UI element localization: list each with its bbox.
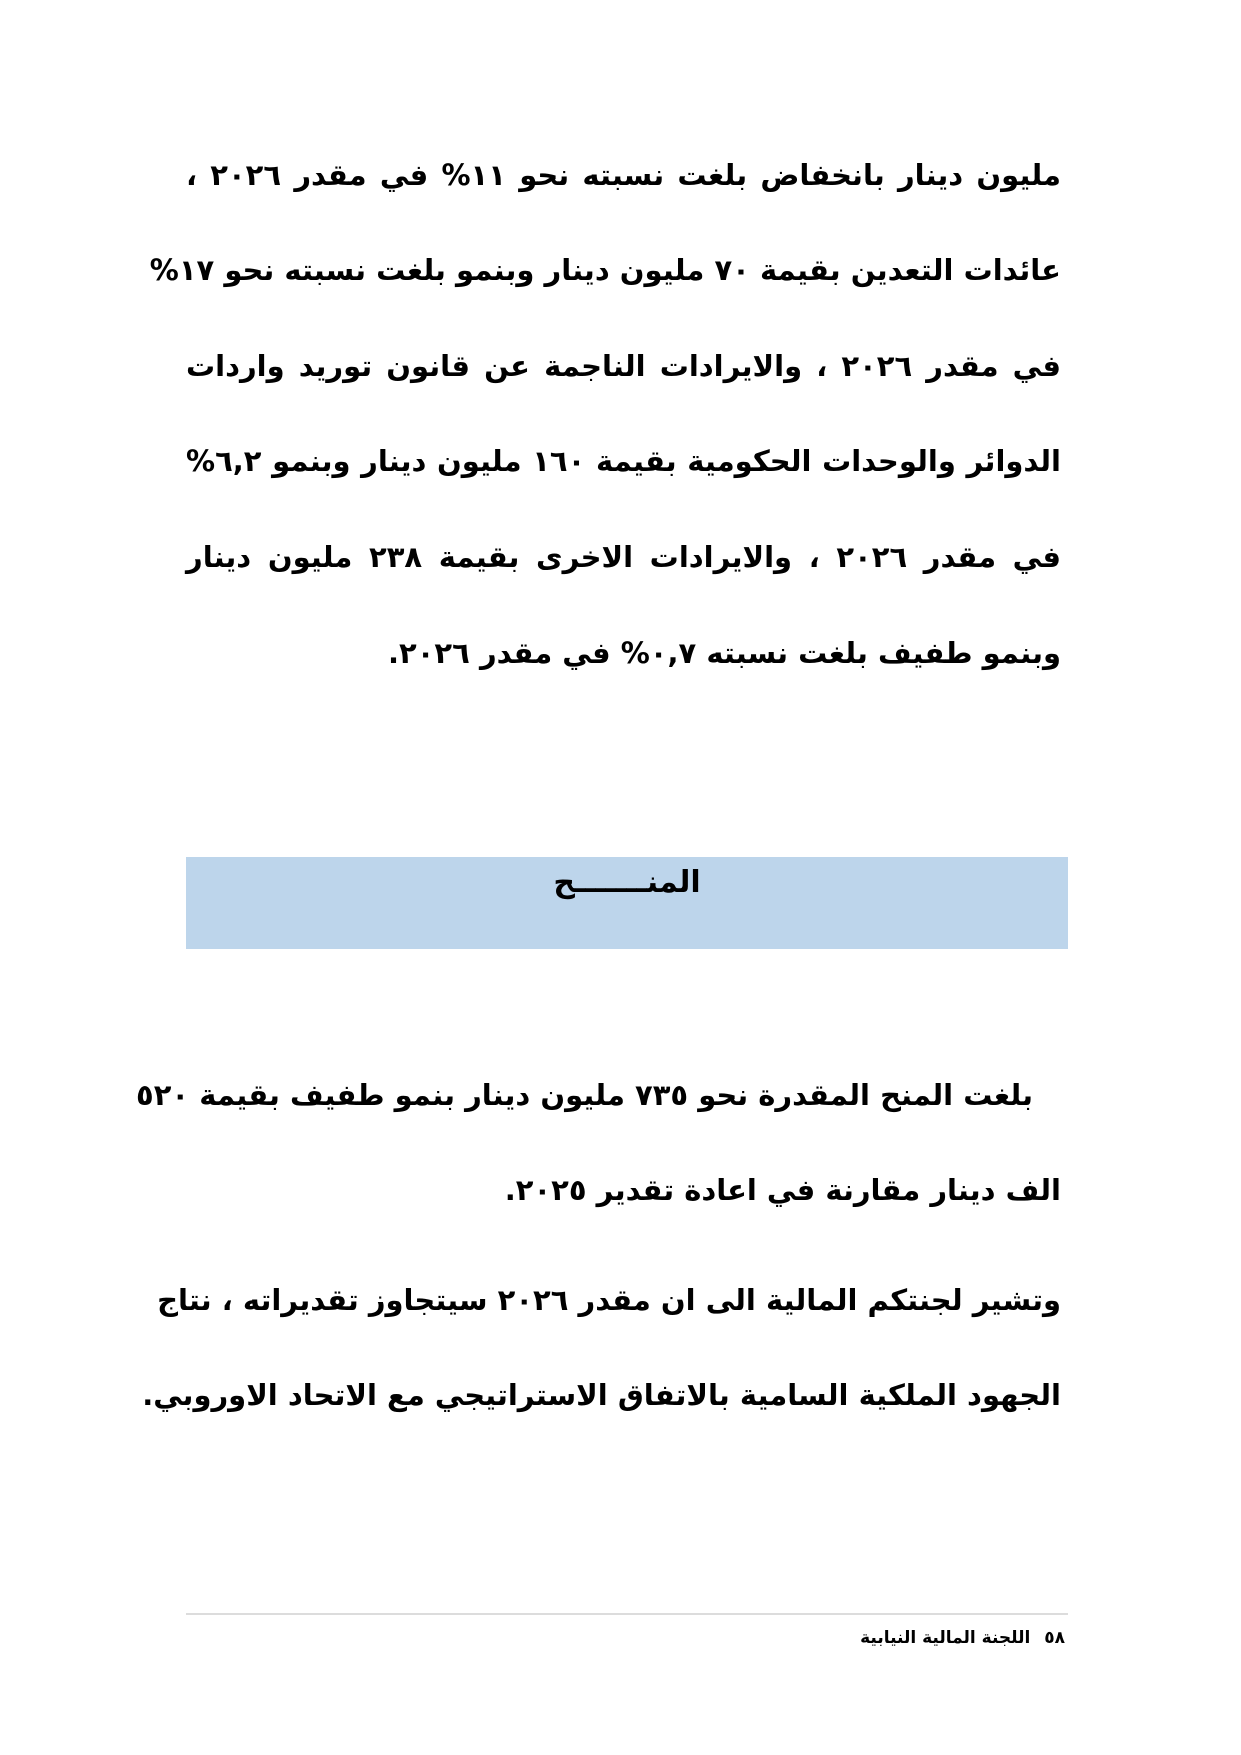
footer-divider	[186, 1613, 1068, 1615]
paragraph-line: بلغت المنح المقدرة نحو ٧٣٥ مليون دينار بنمو طفيف بقيمة ٥٢٠	[136, 1078, 1033, 1112]
paragraph-line: مليون دينار بانخفاض بلغت نسبته نحو ١١% في مقدر ٢٠٢٦ ،	[186, 158, 1061, 192]
page-footer	[860, 1628, 1065, 1648]
page-number: ٥٨	[1044, 1628, 1065, 1648]
footer-title: اللجنة المالية النيابية	[860, 1628, 1031, 1648]
paragraph-line: وتشير لجنتكم المالية الى ان مقدر ٢٠٢٦ سيتجاوز تقديراته ، نتاج	[157, 1283, 1061, 1317]
section-header-grants	[186, 857, 1068, 949]
paragraph-line: في مقدر ٢٠٢٦ ، والايرادات الاخرى بقيمة ٢٣٨ مليون دينار	[186, 540, 1062, 574]
paragraph-line: الجهود الملكية السامية بالاتفاق الاستراتيجي مع الاتحاد الاوروبي.	[142, 1378, 1061, 1412]
paragraph-line: عائدات التعدين بقيمة ٧٠ مليون دينار وبنمو بلغت نسبته نحو ١٧%	[149, 253, 1061, 287]
section-title: المنـــــــح	[553, 865, 701, 900]
paragraph-line: الف دينار مقارنة في اعادة تقدير ٢٠٢٥.	[504, 1173, 1061, 1207]
paragraph-line: الدوائر والوحدات الحكومية بقيمة ١٦٠ مليون دينار وبنمو ٦,٢%	[186, 444, 1061, 478]
paragraph-line: وبنمو طفيف بلغت نسبته ٠,٧% في مقدر ٢٠٢٦.	[388, 636, 1061, 670]
paragraph-line: في مقدر ٢٠٢٦ ، والايرادات الناجمة عن قانون توريد واردات	[186, 349, 1061, 383]
